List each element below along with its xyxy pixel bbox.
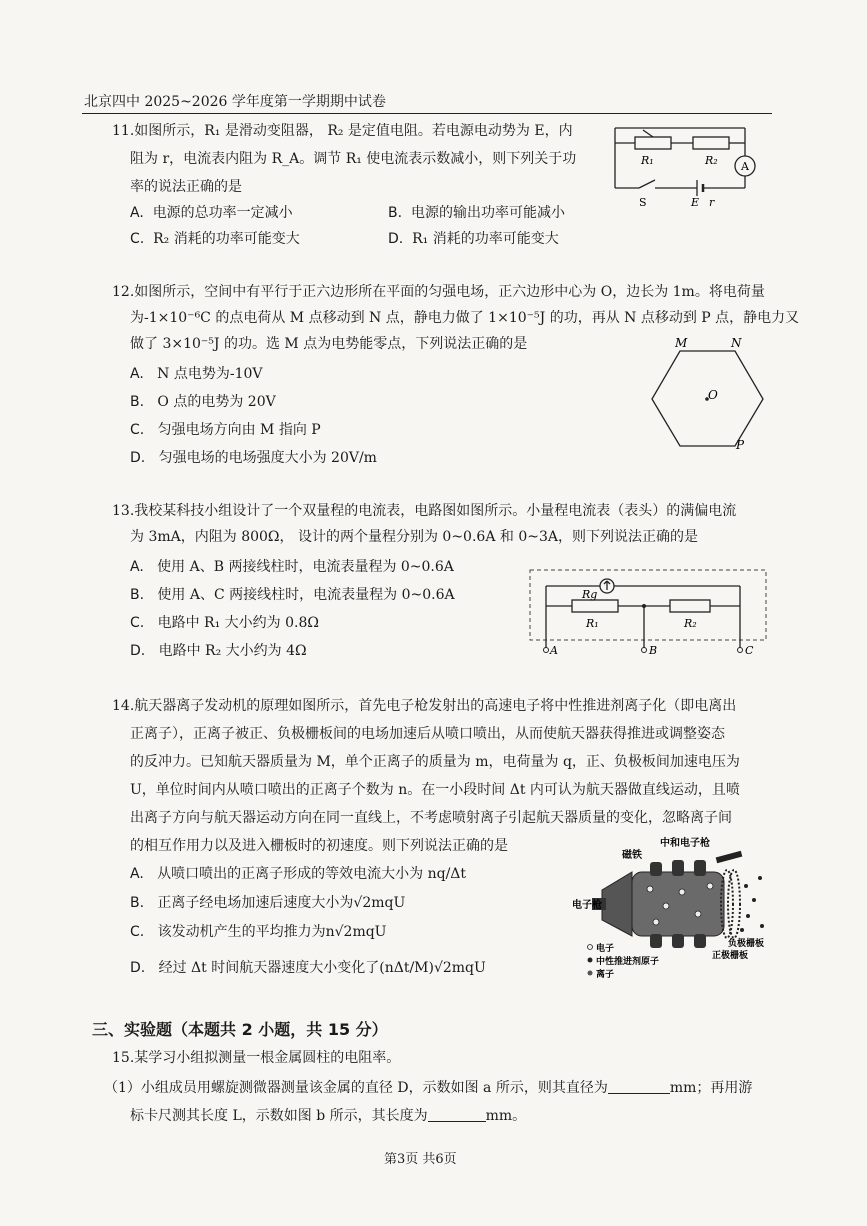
q11-line-1: 11.如图所示，R₁ 是滑动变阻器， R₂ 是定值电阻。若电源电动势为 E，内 — [112, 123, 573, 139]
q14-legend-neutral: 中性推进剂原子 — [596, 957, 660, 967]
q14-line-4: U，单位时间内从喷口喷出的正离子个数为 n。在一小段时间 Δt 内可认为航天器做直线运动，且喷 — [130, 782, 740, 798]
q13-terminal-a: A — [550, 644, 558, 657]
q14-pos-grid-label: 正极栅板 — [712, 951, 749, 961]
q14-line-3: 的反冲力。已知航天器质量为 M，单个正离子的质量为 m，电荷量为 q，正、负极板间加速电压为 — [130, 754, 740, 770]
q14-line-5: 出离子方向与航天器运动方向在同一直线上，不考虑喷射离子引起航天器质量的变化，忽略离子间 — [130, 810, 732, 826]
q13-line-1: 13.我校某科技小组设计了一个双量程的电流表，电路图如图所示。小量程电流表（表头）的满偏电流 — [112, 503, 737, 519]
q12-hexagon-diagram — [645, 336, 770, 454]
q14-line-1: 14.航天器离子发动机的原理如图所示，首先电子枪发射出的高速电子将中性推进剂离子化（即电离出 — [112, 698, 737, 714]
q14-line-6: 的相互作用力以及进入栅板时的初速度。则下列说法正确的是 — [130, 838, 508, 854]
q14-option-a: A. 从喷口喷出的正离子形成的等效电流大小为 nq/Δt — [130, 866, 467, 882]
q13-ammeter-circuit — [528, 568, 773, 660]
q11-r2-label: R₂ — [705, 154, 718, 167]
q14-line-2: 正离子），正离子被正、负极栅板间的电场加速后从喷口喷出，从而使航天器获得推进或调整姿态 — [130, 726, 725, 742]
exam-header: 北京四中 2025~2026 学年度第一学期期中试卷 — [84, 94, 386, 110]
q12-option-b: B. O 点的电势为 20V — [130, 394, 276, 410]
page-footer: 第3页 共6页 — [384, 1152, 457, 1167]
q15-intro: 15.某学习小组拟测量一根金属圆柱的电阻率。 — [112, 1050, 401, 1066]
q14-legend-ion: 离子 — [596, 970, 615, 980]
q14-option-c: C. 该发动机产生的平均推力为n√2mqU — [130, 924, 387, 940]
q13-terminal-c: C — [745, 644, 754, 657]
q11-r-label: r — [709, 196, 715, 209]
q15-part1-line2: 标卡尺测其长度 L，示数如图 b 所示，其长度为 mm。 — [130, 1108, 527, 1124]
q11-option-c: C. R₂ 消耗的功率可能变大 — [130, 231, 300, 247]
q13-option-c: C. 电路中 R₁ 大小约为 0.8Ω — [130, 615, 319, 631]
q14-option-b: B. 正离子经电场加速后速度大小为√2mqU — [130, 895, 406, 911]
q13-r2-label: R₂ — [684, 617, 697, 630]
q11-option-a: A. 电源的总功率一定减小 — [130, 205, 293, 221]
q11-ammeter-label: A — [741, 160, 749, 173]
q12-label-p: P — [736, 438, 745, 452]
header-rule — [82, 113, 772, 114]
q12-label-o: O — [708, 388, 718, 402]
q13-line-2: 为 3mA，内阻为 800Ω， 设计的两个量程分别为 0~0.6A 和 0~3A，则下列说法正确的是 — [130, 529, 698, 545]
q12-option-a: A. N 点电势为-10V — [130, 366, 263, 382]
q12-label-n: N — [731, 336, 742, 350]
q13-option-b: B. 使用 A、C 两接线柱时，电流表量程为 0~0.6A — [130, 587, 455, 603]
q11-option-d: D. R₁ 消耗的功率可能变大 — [388, 231, 559, 247]
q13-r1-label: R₁ — [586, 617, 599, 630]
q12-label-m: M — [675, 336, 688, 350]
q12-option-c: C. 匀强电场方向由 M 指向 P — [130, 422, 321, 438]
q14-neutral-gun-label: 中和电子枪 — [660, 838, 710, 849]
q14-magnet-label: 磁铁 — [622, 850, 642, 861]
q12-line-2: 为-1×10⁻⁶C 的点电荷从 M 点移动到 N 点，静电力做了 1×10⁻⁵J 的功，再从 N 点移动到 P 点，静电力又 — [130, 310, 800, 326]
q11-emf-label: E — [691, 196, 700, 209]
q15-diameter-blank[interactable] — [608, 1079, 670, 1094]
q14-neg-grid-label: 负极栅板 — [728, 939, 765, 949]
q11-line-2: 阻为 r，电流表内阻为 R_A。调节 R₁ 使电流表示数减小，则下列关于功 — [130, 151, 577, 167]
q11-r1-label: R₁ — [641, 154, 654, 167]
q14-legend-electron: 电子 — [596, 944, 615, 954]
q14-ion-engine-diagram — [570, 834, 770, 984]
section-3-title: 三、实验题（本题共 2 小题，共 15 分） — [92, 1020, 388, 1039]
q15-part1-line1: （1）小组成员用螺旋测微器测量该金属的直径 D，示数如图 a 所示，则其直径为 mm；再用游 — [104, 1080, 753, 1096]
q13-option-d: D. 电路中 R₂ 大小约为 4Ω — [130, 643, 307, 659]
q11-circuit-diagram — [605, 118, 770, 210]
q13-rg-label: Rg — [582, 588, 598, 601]
q14-electron-gun-label: 电子枪 — [572, 900, 602, 911]
q12-option-d: D. 匀强电场的电场强度大小为 20V/m — [130, 450, 377, 466]
q12-line-3: 做了 3×10⁻⁵J 的功。选 M 点为电势能零点，下列说法正确的是 — [130, 336, 528, 352]
q15-length-blank[interactable] — [428, 1107, 486, 1122]
q13-option-a: A. 使用 A、B 两接线柱时，电流表量程为 0~0.6A — [130, 559, 454, 575]
q11-line-3: 率的说法正确的是 — [130, 179, 242, 195]
q12-line-1: 12.如图所示，空间中有平行于正六边形所在平面的匀强电场，正六边形中心为 O，边长为 1m。将电荷量 — [112, 284, 765, 300]
q13-terminal-b: B — [649, 644, 658, 657]
q11-option-b: B. 电源的输出功率可能减小 — [388, 205, 565, 221]
q11-switch-label: S — [639, 196, 647, 209]
q14-option-d: D. 经过 Δt 时间航天器速度大小变化了(nΔt/M)√2mqU — [130, 960, 486, 976]
